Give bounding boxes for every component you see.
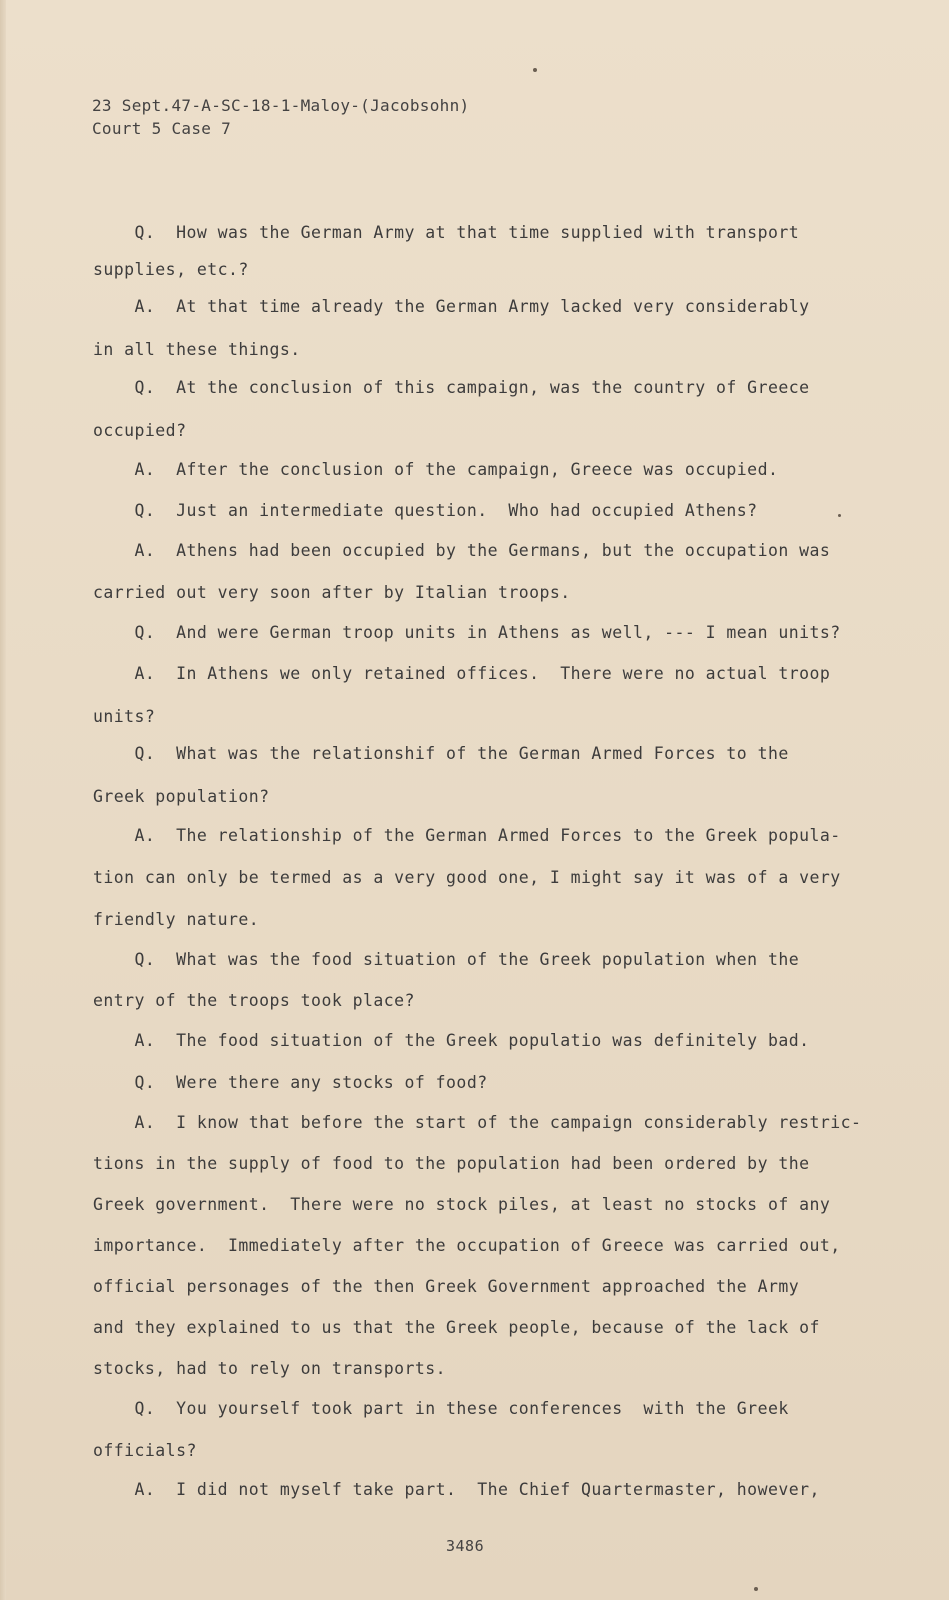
transcript-line: supplies, etc.? [93,260,249,279]
paper-speck [533,68,537,72]
transcript-line: A. Athens had been occupied by the Germans, but the occupation was [93,541,831,560]
transcript-line: Greek population? [93,787,270,806]
transcript-line: official personages of the then Greek Government approached the Army [93,1277,800,1296]
document-header [92,94,469,140]
transcript-line: carried out very soon after by Italian troops. [93,583,571,602]
transcript-line: stocks, had to rely on transports. [93,1359,447,1378]
transcript-line: Q. Were there any stocks of food? [93,1073,488,1092]
transcript-line: importance. Immediately after the occupation of Greece was carried out, [93,1236,841,1255]
transcript-line: and they explained to us that the Greek people, because of the lack of [93,1318,820,1337]
transcript-line: tions in the supply of food to the population had been ordered by the [93,1154,810,1173]
transcript-line: Q. You yourself took part in these conferences with the Greek [93,1399,789,1418]
page-edge [0,0,6,1600]
transcript-line: A. After the conclusion of the campaign, Greece was occupied. [93,460,779,479]
transcript-line: Q. At the conclusion of this campaign, was the country of Greece [93,378,810,397]
transcript-line: units? [93,707,156,726]
transcript-line: A. The relationship of the German Armed Forces to the Greek popula- [93,826,841,845]
transcript-line: A. At that time already the German Army lacked very considerably [93,297,810,316]
transcript-line: Q. Just an intermediate question. Who had occupied Athens? [93,501,758,520]
transcript-line: entry of the troops took place? [93,991,415,1010]
transcript-line: Greek government. There were no stock piles, at least no stocks of any [93,1195,831,1214]
transcript-line: A. In Athens we only retained offices. There were no actual troop [93,664,831,683]
transcript-line: Q. And were German troop units in Athens as well, --- I mean units? [93,623,841,642]
transcript-line: A. I did not myself take part. The Chief Quartermaster, however, [93,1480,820,1499]
transcript-line: in all these things. [93,340,301,359]
transcript-line: friendly nature. [93,910,260,929]
transcript-line: tion can only be termed as a very good one, I might say it was of a very [93,868,841,887]
reference-line: 23 Sept.47-A-SC-18-1-Maloy-(Jacobsohn) [92,96,470,115]
court-line: Court 5 Case 7 [92,119,232,138]
paper-speck [754,1587,758,1591]
transcript-line: Q. What was the relationshif of the German Armed Forces to the [93,744,789,763]
transcript-line: Q. How was the German Army at that time supplied with transport [93,223,800,242]
transcript-line: Q. What was the food situation of the Greek population when the [93,950,800,969]
transcript-line: occupied? [93,421,187,440]
page-number: 3486 [446,1537,485,1555]
paper-speck [838,514,841,517]
transcript-line: A. I know that before the start of the campaign considerably restric- [93,1113,862,1132]
transcript-line: officials? [93,1441,197,1460]
transcript-line: A. The food situation of the Greek populatio was definitely bad. [93,1031,810,1050]
